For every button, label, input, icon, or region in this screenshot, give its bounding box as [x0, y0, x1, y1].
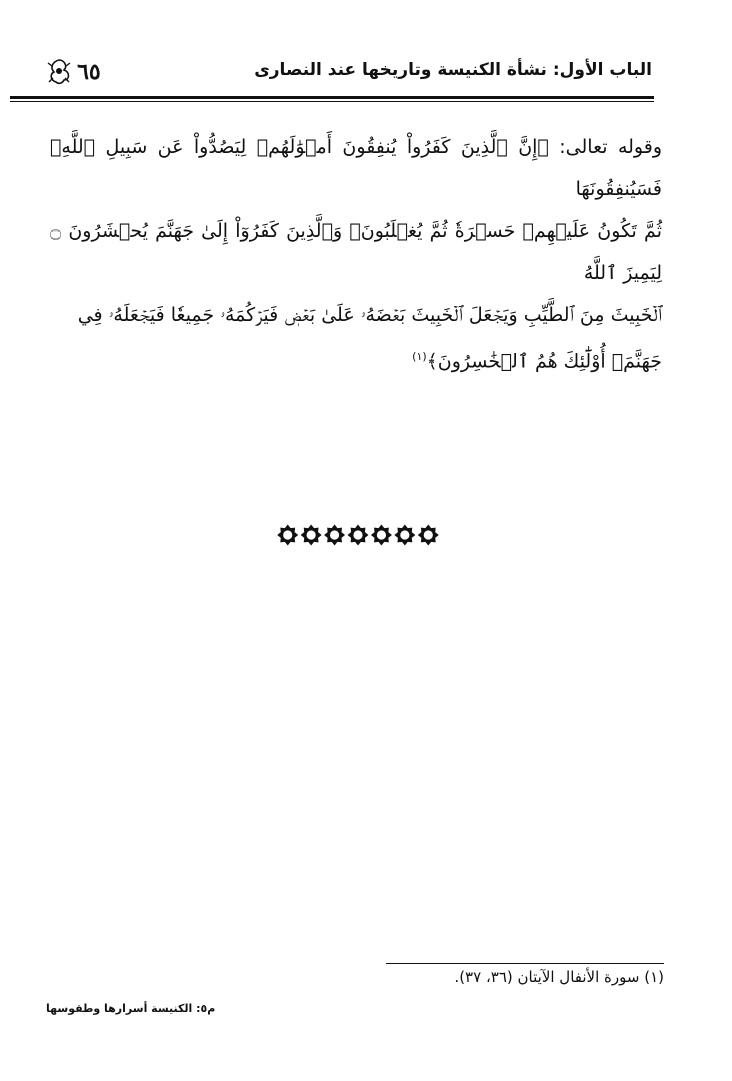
octagram-star-icon	[418, 525, 439, 546]
octagram-star-icon	[371, 525, 392, 546]
footnote: (١) سورة الأنفال الآيتان (٣٦، ٣٧).	[454, 968, 664, 986]
octagram-star-icon	[301, 525, 322, 546]
quran-quote-paragraph	[50, 126, 662, 382]
header-rule	[10, 96, 654, 99]
footnote-rule	[386, 963, 664, 964]
floral-ornament-icon	[46, 58, 72, 86]
octagram-star-icon	[394, 525, 415, 546]
text-line: ٱلۡخَبِيثَ مِنَ ٱلطَّيِّبِ وَيَجۡعَلَ ٱلۡخَبِيثَ بَعۡضَهُۥ عَلَىٰ بَعۡضٖ فَيَرۡكُمَهُۥ جَمِيعٗا فَيَجۡعَلَهُۥ فِي	[77, 304, 662, 326]
text-line: وقوله تعالى: ﴿إِنَّ ٱلَّذِينَ كَفَرُواْ يُنفِقُونَ أَمۡوَٰلَهُمۡ لِيَصُدُّواْ عَن سَبِيلِ ٱللَّهِۚ فَسَيُنفِقُونَهَا	[50, 136, 662, 200]
page-number: ٦٥	[77, 59, 101, 85]
header-rule-thin	[10, 101, 654, 102]
page-number-block	[46, 58, 101, 86]
footnote-reference: (١)	[412, 350, 427, 363]
star-separator	[276, 522, 440, 548]
octagram-star-icon	[324, 525, 345, 546]
page-header	[10, 58, 652, 94]
octagram-star-icon	[348, 525, 369, 546]
chapter-title: الباب الأول: نشأة الكنيسة وتاريخها عند النصارى	[254, 60, 652, 80]
octagram-star-icon	[277, 525, 298, 546]
footer-signature: م٥: الكنيسة أسرارها وطقوسها	[46, 1002, 216, 1015]
text-line: ثُمَّ تَكُونُ عَلَيۡهِمۡ حَسۡرَةٗ ثُمَّ يُغۡلَبُونَۗ وَٱلَّذِينَ كَفَرُوٓاْ إِلَىٰ جَهَنَّمَ يُحۡشَرُونَ ۝ لِيَمِيزَ ٱللَّهُ	[50, 220, 662, 284]
text-line-content: جَهَنَّمَۚ أُوْلَٰٓئِكَ هُمُ ٱلۡخَٰسِرُونَ﴾	[426, 350, 662, 373]
text-line	[50, 336, 662, 382]
